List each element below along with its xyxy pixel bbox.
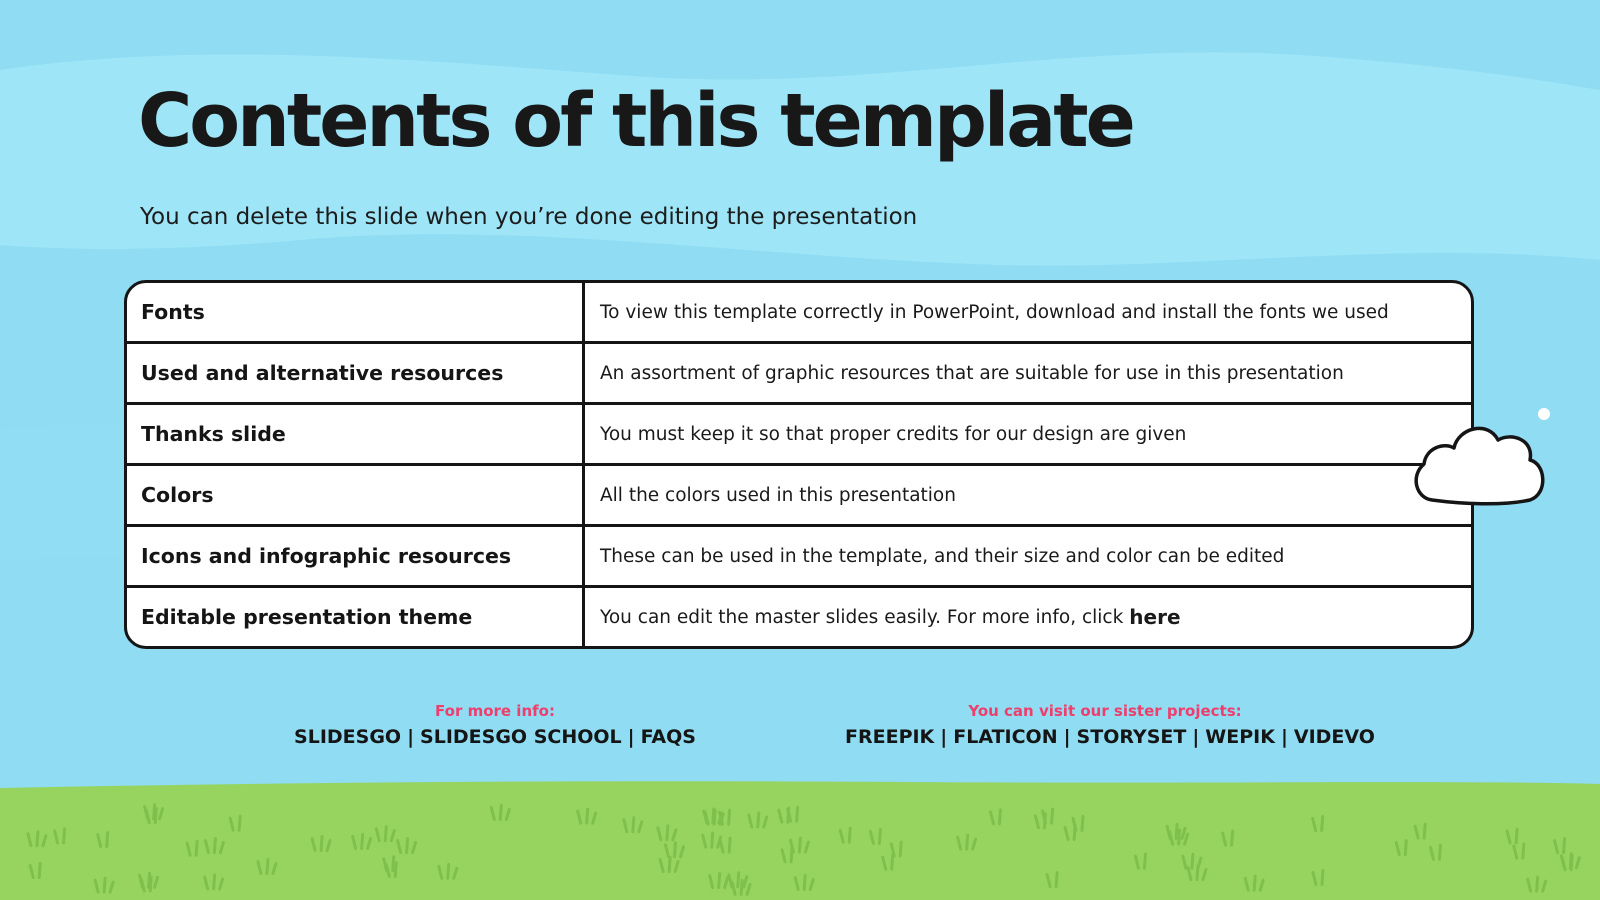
row-name: Fonts <box>127 283 585 341</box>
table-row <box>127 466 1471 527</box>
link-separator: | <box>1063 726 1071 748</box>
row-name: Icons and infographic resources <box>127 527 585 585</box>
link-videvo[interactable]: VIDEVO <box>1293 726 1375 748</box>
row-description: All the colors used in this presentation <box>600 484 956 506</box>
link-wepik[interactable]: WEPIK <box>1205 726 1275 748</box>
link-freepik[interactable]: FREEPIK <box>845 726 935 748</box>
slide-title: Contents of this template <box>138 78 1133 164</box>
link-storyset[interactable]: STORYSET <box>1076 726 1187 748</box>
table-row <box>127 283 1471 344</box>
table-row <box>127 405 1471 466</box>
footer-sister-projects-label: You can visit our sister projects: <box>968 702 1242 720</box>
row-name: Thanks slide <box>127 405 585 463</box>
footer-sister-projects <box>845 702 1375 748</box>
row-description: An assortment of graphic resources that are suitable for use in this presentation <box>600 362 1344 384</box>
cloud-dot-decoration <box>1538 408 1550 420</box>
footer-more-info-links <box>280 726 710 748</box>
slide-subtitle: You can delete this slide when you’re done editing the presentation <box>140 204 918 230</box>
footer-more-info-label: For more info: <box>435 702 555 720</box>
row-description: To view this template correctly in PowerPoint, download and install the fonts we used <box>600 301 1389 323</box>
table-row <box>127 527 1471 588</box>
row-name: Colors <box>127 466 585 524</box>
link-flaticon[interactable]: FLATICON <box>953 726 1058 748</box>
link-separator: | <box>1192 726 1200 748</box>
row-description: You must keep it so that proper credits for our design are given <box>600 423 1187 445</box>
link-faqs[interactable]: FAQS <box>640 726 696 748</box>
grass-ground <box>0 780 1600 900</box>
row-description-text: You can edit the master slides easily. For more info, click <box>600 606 1124 628</box>
link-separator: | <box>627 726 635 748</box>
row-name: Used and alternative resources <box>127 344 585 402</box>
table-row <box>127 344 1471 405</box>
row-description: These can be used in the template, and their size and color can be edited <box>600 545 1285 567</box>
link-slidesgo[interactable]: SLIDESGO <box>294 726 402 748</box>
cloud-icon <box>1412 418 1552 514</box>
footer-sister-projects-links <box>845 726 1375 748</box>
footer-more-info <box>280 702 710 748</box>
link-slidesgo-school[interactable]: SLIDESGO SCHOOL <box>420 726 622 748</box>
table-row <box>127 588 1471 646</box>
row-description <box>585 588 1471 646</box>
link-separator: | <box>407 726 415 748</box>
link-separator: | <box>940 726 948 748</box>
row-name: Editable presentation theme <box>127 588 585 646</box>
here-link[interactable]: here <box>1129 605 1181 629</box>
contents-table <box>124 280 1474 649</box>
link-separator: | <box>1280 726 1288 748</box>
